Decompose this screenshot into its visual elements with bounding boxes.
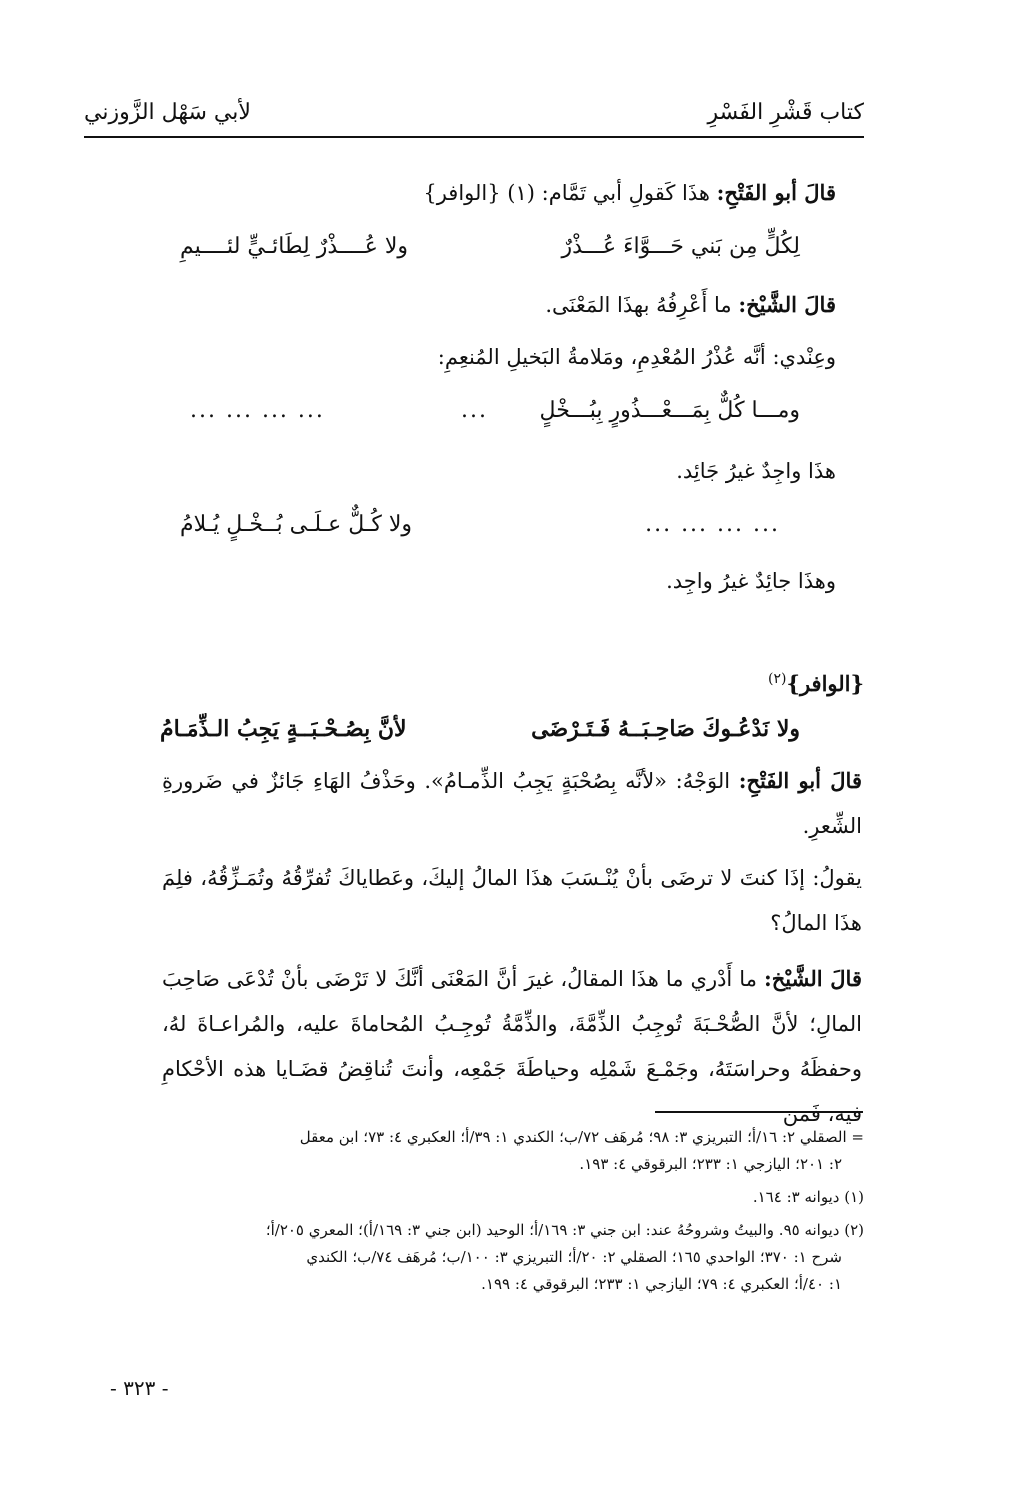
verse-3-first-hemistich: ... ... ... ... (645, 512, 780, 537)
line-abu-alfath-1 (423, 178, 836, 208)
verse-1-first-hemistich: لِكُلٍّ مِن بَني حَـــوَّاءَ عُـــذْرٌ (561, 234, 800, 259)
line-text: ما أَعْرِفُهُ بهذَا المَعْنَى. (545, 293, 732, 317)
verse-1 (160, 234, 800, 266)
footnote-2-line-2: شرح ١: ٣٧٠؛ الواحدي ١٦٥؛ الصقلي ٢: ٢٠/أ؛ التبريزي ٣: ١٠٠/ب؛ مُرهَف ٧٤/ب؛ الكندي (306, 1248, 842, 1266)
verse-1-second-hemistich: ولا عُــــذْرٌ لِطَائـيٍّ لئــــيمِ (180, 234, 408, 259)
verse-4 (160, 716, 800, 748)
header-book-title: كتاب قَشْرِ الفَسْرِ (707, 100, 864, 125)
running-header (84, 92, 864, 132)
verse-3-second-hemistich: ولا كُـلٌّ عـلَـى بُــخْـلٍ يُـلامُ (180, 512, 412, 537)
verse-3 (160, 512, 800, 544)
line-text: هذَا واجِدٌ غيرُ جَائِد. (676, 459, 836, 483)
footnote-rule (655, 1111, 863, 1113)
paragraph-abu-alfath (162, 758, 862, 849)
paragraph-text: ما أَدْري ما هذَا المقالُ، غيرَ أنَّ المَعْنَى أنَّكَ لا تَرْضَى بأنْ تُدْعَى صَاحِبَ المالِ؛ لأنَّ الصُّحْـبَةَ تُوجِبُ الذِّمَّةَ، والذِّمَّةُ تُوجِـبُ المُحاماةَ عليه، والمُراعـاةَ لهُ، وحفظَهُ وحراسَتَهُ، وجَمْـعَ شَمْلِه وحياطَةَ جَمْعِه، وأنتَ تُناقِضُ قضَـايا هذه الأحْكامِ فيه، فَمن (162, 967, 862, 1126)
speaker-label: قالَ الشَّيْخ: (764, 966, 862, 991)
footnote-continuation-line-1: = الصقلي ٢: ١٦/أ؛ التبريزي ٣: ٩٨؛ مُرهَف ٧٢/ب؛ الكندي ١: ٣٩/أ؛ العكبري ٤: ٧٣؛ ابن معقل (299, 1128, 864, 1146)
footnote-2-line-3: ١: ٤٠/أ؛ العكبري ٤: ٧٩؛ اليازجي ١: ٢٣٣؛ البرقوقي ٤: ١٩٩. (481, 1275, 842, 1293)
speaker-label: قالَ أبو الفَتْحِ: (738, 768, 862, 793)
footnote-marker: (٢) (767, 671, 787, 687)
speaker-label: قالَ الشَّيْخ: (738, 292, 836, 317)
paragraph-text: يقولُ: إذَا كنتَ لا ترضَى بأنْ يُنْـسَبَ هذَا المالُ إليكَ، وعَطاياكَ تُفرِّقُهُ وتُمَـزِّقُهُ، فلِمَ هذَا المالُ؟ (162, 866, 862, 935)
speaker-label: قالَ أبو الفَتْحِ: (716, 180, 836, 205)
line-indi (438, 342, 836, 372)
header-author: لأبي سَهْل الزَّوزني (84, 100, 251, 125)
footnote-continuation-line-2: ٢: ٢٠١؛ اليازجي ١: ٢٣٣؛ البرقوقي ٤: ١٩٣. (579, 1155, 842, 1173)
line-text: وعِنْدي: أنَّه عُذْرُ المُعْدِمِ، ومَلامةُ البَخيلِ المُنعِمِ: (437, 345, 836, 369)
meter-label: {الوافر} (786, 671, 864, 696)
line-text: وهذَا جائِدٌ غيرُ واجِد. (666, 569, 836, 593)
verse-2-first-hemistich: ومـــا كُلٌّ بِمَـــعْـــذُورٍ بِبُـــخْلٍ (539, 398, 800, 423)
header-rule (84, 136, 864, 138)
footnotes (96, 1124, 864, 1298)
verse-4-first-hemistich: ولا نَدْعُـوكَ صَاحِـبَــهُ فَـتَـرْضَى (531, 716, 800, 742)
verse-2-ellipsis: ... (461, 398, 488, 423)
line-wajid (676, 456, 836, 486)
meter-heading (768, 664, 864, 699)
line-jaid (666, 566, 836, 596)
verse-2-second-hemistich: ... ... ... ... (190, 398, 325, 423)
line-sheikh-1 (545, 290, 836, 320)
paragraph-yaqul (162, 856, 862, 946)
footnote-2-line-1: (٢) ديوانه ٩٥. والبيتُ وشروحُهُ عند: ابن جني ٣: ١٦٩/أ؛ الوحيد (ابن جني ٣: ١٦٩/أ)؛ المعري ٢٠٥/أ؛ (265, 1221, 864, 1239)
paragraph-sheikh (162, 956, 862, 1137)
verse-4-second-hemistich: لأنَّ بِصُـحْـبَــةٍ يَجِبُ الـذِّمَـامُ (160, 716, 407, 742)
line-text: هذَا كَقولِ أبي تَمَّام: (١) {الوافر} (423, 181, 710, 205)
verse-2 (160, 398, 800, 430)
footnote-1: (١) ديوانه ٣: ١٦٤. (752, 1188, 864, 1206)
paragraph-text: الوَجْهُ: «لأنَّه بِصُحْبَةٍ يَجِبُ الذِّمـامُ». وحَذْفُ الهَاءِ جَائزٌ في ضَرورةِ الشِّعرِ. (162, 769, 862, 838)
page-number: - ٣٢٣ - (110, 1376, 169, 1400)
